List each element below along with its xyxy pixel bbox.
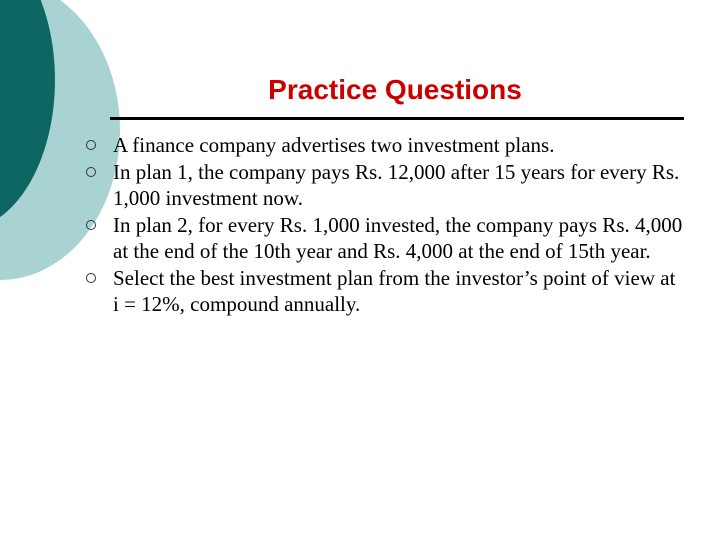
- hollow-circle-icon: [86, 140, 96, 150]
- bullet-text: A finance company advertises two investment plans.: [113, 133, 555, 157]
- bullet-text: Select the best investment plan from the investor’s point of view at i = 12%, compound annually.: [113, 265, 676, 316]
- bullet-text: In plan 2, for every Rs. 1,000 invested, the company pays Rs. 4,000 at the end of the 10th year and Rs. 4,000 at the end of 15th year.: [113, 212, 683, 263]
- bullet-item: [84, 132, 684, 159]
- hollow-circle-icon: [86, 220, 96, 230]
- slide-title: Practice Questions: [268, 74, 522, 105]
- hollow-circle-icon: [86, 273, 96, 283]
- bullet-item: [84, 212, 684, 265]
- hollow-circle-icon: [86, 167, 96, 177]
- bullet-list: [84, 132, 684, 318]
- bullet-item: [84, 265, 684, 318]
- title-underline: [110, 117, 684, 120]
- bullet-item: [84, 159, 684, 212]
- bullet-text: In plan 1, the company pays Rs. 12,000 after 15 years for every Rs. 1,000 investment now.: [113, 159, 680, 210]
